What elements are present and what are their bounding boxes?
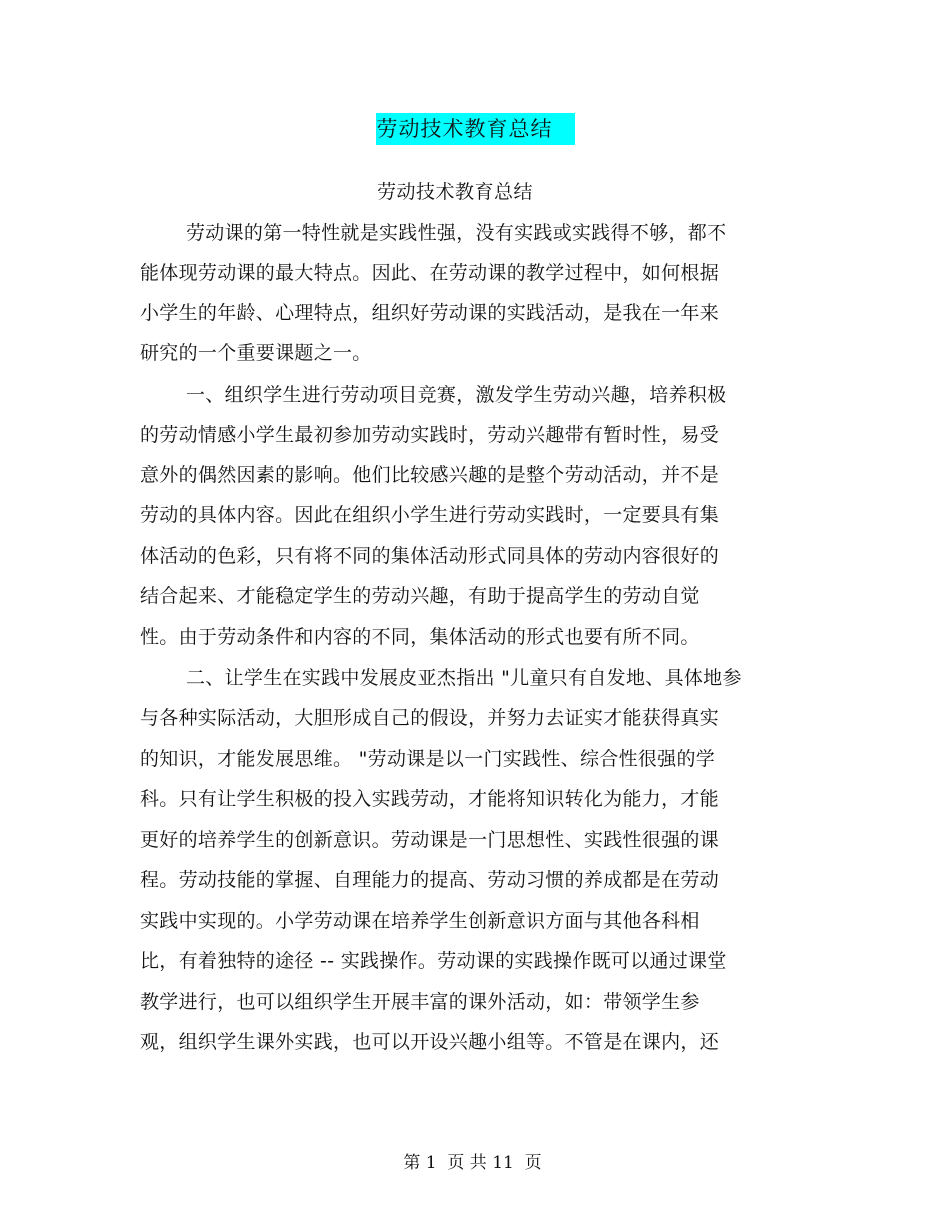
page-footer: 第 1 页 共 11 页 (403, 1153, 542, 1173)
body-line-14: 的知识，才能发展思维。 "劳动课是以一门实践性、综合性很强的学 (140, 748, 716, 770)
body-line-8: 劳动的具体内容。因此在组织小学生进行劳动实践时，一定要具有集 (140, 504, 720, 526)
body-line-10: 结合起来、才能稳定学生的劳动兴趣，有助于提高学生的劳动自觉 (140, 585, 700, 607)
body-line-7: 意外的偶然因素的影响。他们比较感兴趣的是整个劳动活动，并不是 (140, 464, 720, 486)
body-line-3: 小学生的年龄、心理特点，组织好劳动课的实践活动，是我在一年来 (140, 302, 720, 324)
body-line-11: 性。由于劳动条件和内容的不同，集体活动的形式也要有所不同。 (140, 626, 700, 648)
body-line-1: 劳动课的第一特性就是实践性强，没有实践或实践得不够，都不 (186, 222, 727, 244)
title-wrap (0, 113, 950, 145)
body-line-13: 与各种实际活动，大胆形成自己的假设，并努力去证实才能获得真实 (140, 707, 720, 729)
body-line-5: 一、组织学生进行劳动项目竞赛，激发学生劳动兴趣，培养积极 (186, 384, 727, 406)
body-line-6: 的劳动情感小学生最初参加劳动实践时，劳动兴趣带有暂时性，易受 (140, 424, 720, 446)
document-subtitle: 劳动技术教育总结 (376, 181, 533, 203)
body-line-2: 能体现劳动课的最大特点。因此、在劳动课的教学过程中，如何根据 (140, 262, 720, 284)
body-line-15: 科。只有让学生积极的投入实践劳动，才能将知识转化为能力，才能 (140, 788, 720, 810)
body-line-16: 更好的培养学生的创新意识。劳动课是一门思想性、实践性很强的课 (140, 829, 720, 851)
body-line-18: 实践中实现的。小学劳动课在培养学生创新意识方面与其他各科相 (140, 910, 700, 932)
body-line-17: 程。劳动技能的掌握、自理能力的提高、劳动习惯的养成都是在劳动 (140, 869, 720, 891)
body-line-9: 体活动的色彩，只有将不同的集体活动形式同具体的劳动内容很好的 (140, 545, 720, 567)
body-line-4: 研究的一个重要课题之一。 (140, 342, 372, 364)
body-line-21: 观，组织学生课外实践，也可以开设兴趣小组等。不管是在课内，还 (140, 1031, 720, 1053)
body-line-19: 比，有着独特的途径 -- 实践操作。劳动课的实践操作既可以通过课堂 (140, 950, 727, 972)
body-line-12: 二、让学生在实践中发展皮亚杰指出 "儿童只有自发地、具体地参 (186, 667, 742, 689)
document-title: 劳动技术教育总结 (376, 113, 575, 145)
body-line-20: 教学进行，也可以组织学生开展丰富的课外活动，如：带领学生参 (140, 991, 700, 1013)
